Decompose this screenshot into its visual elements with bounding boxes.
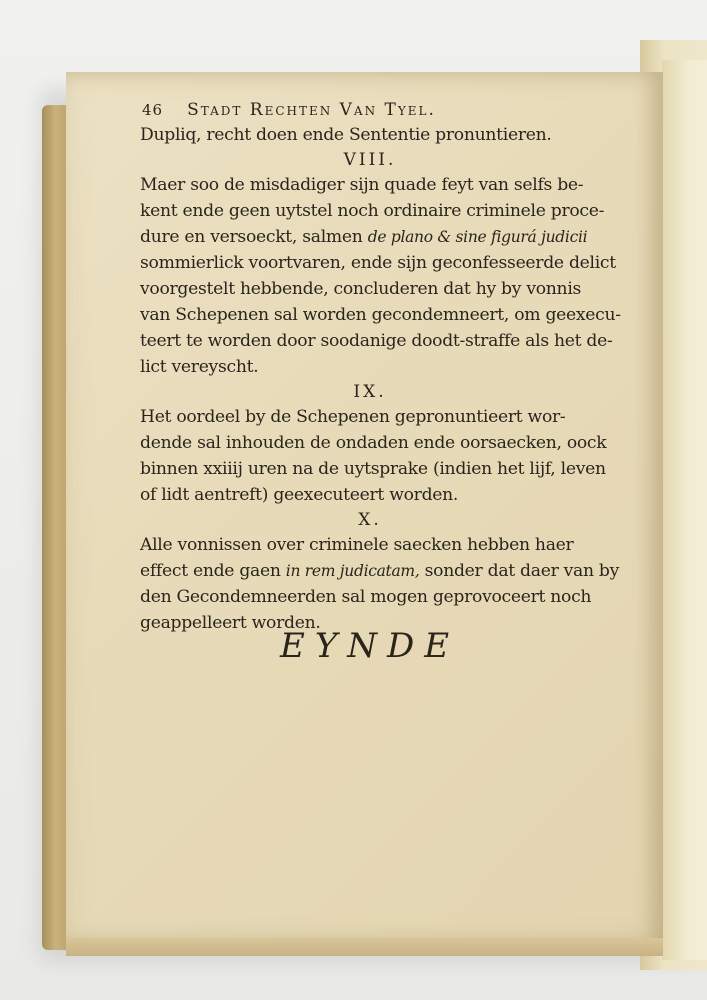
closing-word: EYNDE — [280, 626, 460, 666]
text-line: dende sal inhouden de ondaden ende oorsaecken, oock — [140, 433, 607, 453]
text-line: kent ende geen uytstel noch ordinaire criminele proce- — [140, 201, 605, 221]
text-line: Maer soo de misdadiger sijn quade feyt van selfs be- — [140, 175, 584, 195]
page-content — [140, 100, 621, 636]
text-line: teert te worden door soodanige doodt-straffe als het de- — [140, 331, 613, 351]
latin-phrase: de plano & sine figurá judicii — [367, 228, 588, 246]
text-line — [140, 224, 600, 250]
text-line: binnen xxiiij uren na de uytsprake (indien het lijf, leven — [140, 459, 606, 479]
text-line: geappelleert worden. — [140, 613, 321, 633]
text-line — [140, 558, 620, 584]
text-segment: effect ende gaen — [140, 561, 286, 581]
facing-page — [662, 60, 707, 960]
text-line: den Gecondemneerden sal mogen geprovoceert noch — [140, 587, 592, 607]
text-line: lict vereyscht. — [140, 357, 259, 377]
text-line: voorgestelt hebbende, concluderen dat hy by vonnis — [140, 279, 582, 299]
text-line: sommierlick voortvaren, ende sijn geconfesseerde delict — [140, 253, 616, 273]
page-number: 46 — [142, 101, 164, 119]
text-segment: sonder dat daer van by — [419, 561, 620, 581]
page-header — [142, 100, 600, 122]
text-line: of lidt aentreft) geexecuteert worden. — [140, 485, 459, 505]
page-bottom-edge — [66, 938, 663, 956]
section-number-8: VIII. — [343, 150, 397, 170]
latin-phrase: in rem judicatam, — [285, 562, 420, 580]
text-line: van Schepenen sal worden gecondemneert, om geexecu- — [140, 305, 621, 325]
text-segment: dure en versoeckt, salmen — [140, 227, 368, 247]
running-head: Stadt Rechten Van Tyel. — [187, 100, 436, 120]
section-number-9: IX. — [353, 382, 387, 402]
text-line: Dupliq, recht doen ende Sententie pronuntieren. — [140, 125, 552, 145]
section-number-10: X. — [358, 510, 382, 530]
text-line: Het oordeel by de Schepenen gepronuntieert wor- — [140, 407, 566, 427]
text-line: Alle vonnissen over criminele saecken hebben haer — [140, 535, 574, 555]
